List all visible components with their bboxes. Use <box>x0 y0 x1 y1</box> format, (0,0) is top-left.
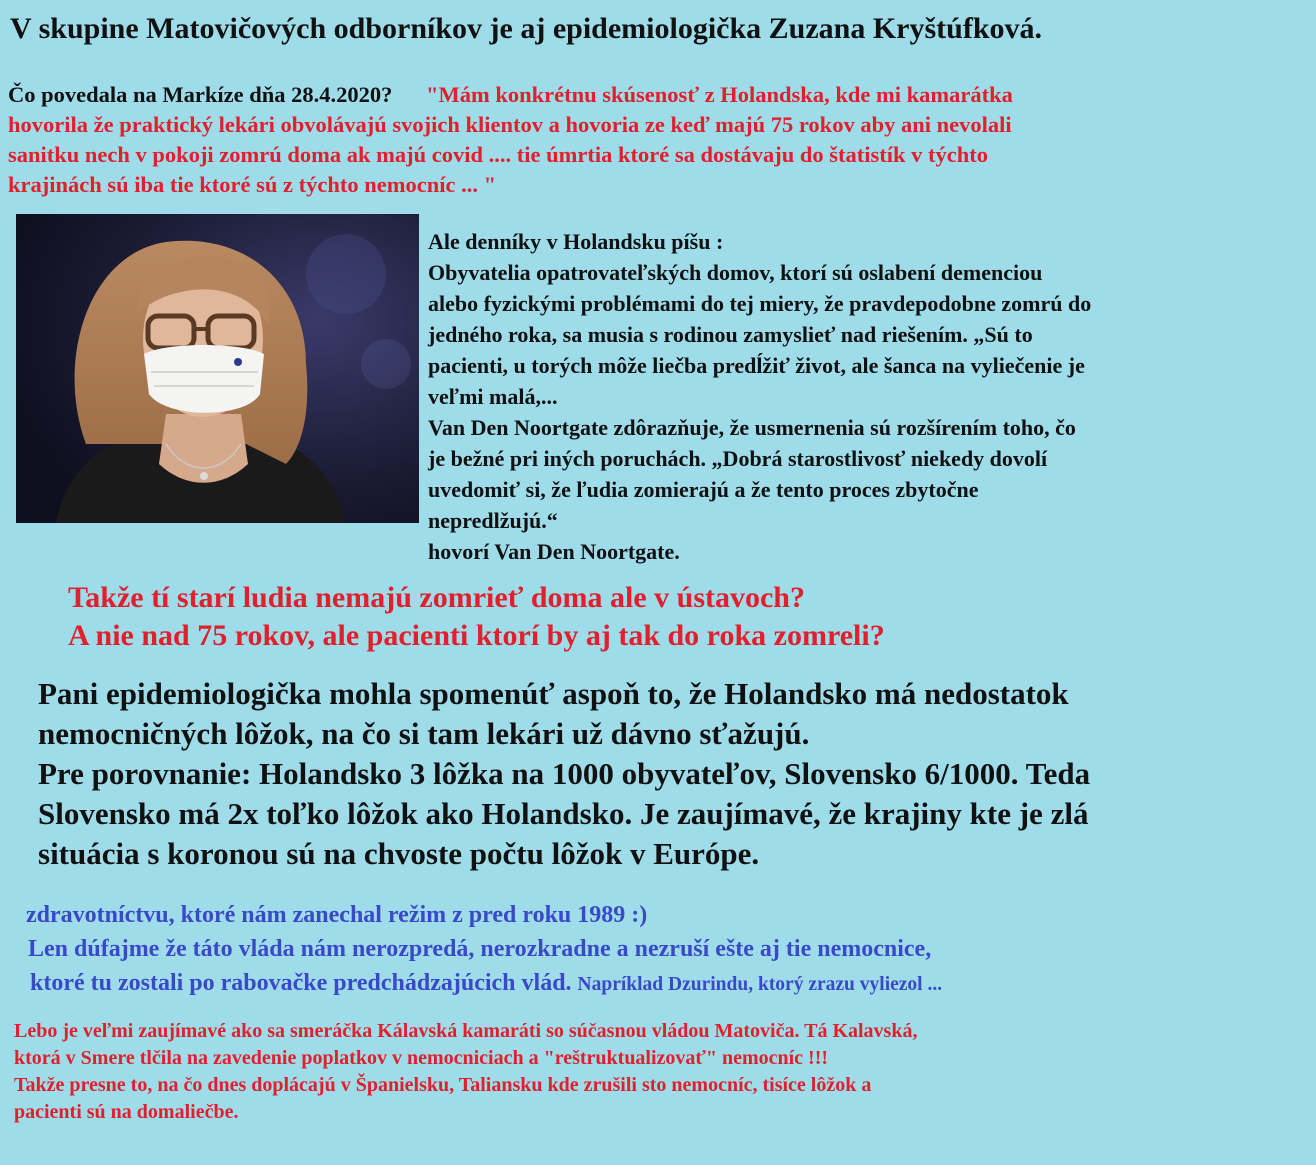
text-line: pacienti, u torých môže liečba predĺžiť život, ale šanca na vyliečenie je <box>428 353 1085 378</box>
text-line: hovorí Van Den Noortgate. <box>428 539 680 564</box>
text-line: uvedomiť si, že ľudia zomierajú a že tento proces zbytočne <box>428 477 979 502</box>
text-line: alebo fyzickými problémami do tej miery, že pravdepodobne zomrú do <box>428 291 1092 316</box>
text-line: Pre porovnanie: Holandsko 3 lôžka na 1000 obyvateľov, Slovensko 6/1000. Teda <box>38 756 1091 791</box>
quote-line: "Mám konkrétnu skúsenosť z Holandska, kde mi kamarátka <box>426 82 1013 107</box>
text-line: Len dúfajme že táto vláda nám nerozpredá, nerozkradne a nezruší ešte aj tie nemocnice, <box>28 936 932 962</box>
text-line: Pani epidemiologička mohla spomenúť aspoň to, že Holandsko má nedostatok <box>38 676 1069 711</box>
text-line: pacienti sú na domaliečbe. <box>14 1101 239 1123</box>
rhetorical-questions <box>68 579 885 655</box>
quote-line: hovorila že praktický lekári obvolávajú svojich klientov a hovoria ze keď majú 75 rokov aby ani nevolali <box>8 112 1012 137</box>
text-line: Obyvatelia opatrovateľských domov, ktorí sú oslabení demenciou <box>428 260 1043 285</box>
intro-question: Čo povedala na Markíze dňa 28.4.2020? <box>8 82 393 107</box>
page-title: V skupine Matovičových odborníkov je aj epidemiologička Zuzana Kryštúfková. <box>10 12 1043 45</box>
question-line: Takže tí starí ludia nemajú zomrieť doma ale v ústavoch? <box>68 581 805 614</box>
woman-with-face-mask-photo <box>16 214 419 523</box>
text-line: jedného roka, sa musia s rodinou zamyslieť nad riešením. „Sú to <box>428 322 1033 347</box>
quote-line: sanitku nech v pokoji zomrú doma ak majú covid .... tie úmrtia ktoré sa dostávaju do štatistík v týchto <box>8 142 989 167</box>
text-line: Lebo je veľmi zaujímavé ako sa smeráčka Kálavská kamaráti so súčasnou vládou Matoviča. Tá Kalavská, <box>14 1020 918 1042</box>
text-line: veľmi malá,... <box>428 384 558 409</box>
quote-line: krajinách sú iba tie ktoré sú z týchto nemocníc ... " <box>8 172 497 197</box>
text-line: Takže presne to, na čo dnes doplácajú v Španielsku, Taliansku kde zrušili sto nemocníc, tisíce lôžok a <box>14 1074 872 1096</box>
text-line: Ale denníky v Holandsku píšu : <box>428 229 724 254</box>
woman-with-mask-photo <box>16 214 419 523</box>
hospital-beds-paragraph <box>38 674 1090 874</box>
text-line-small: Napríklad Dzurindu, ktorý zrazu vyliezol ... <box>577 974 943 995</box>
healthcare-paragraph <box>26 898 942 1002</box>
dutch-newspapers-text <box>428 226 1091 567</box>
question-line: A nie nad 75 rokov, ale pacienti ktorí by aj tak do roka zomreli? <box>68 619 885 652</box>
text-line: nemocničných lôžok, na čo si tam lekári už dávno sťažujú. <box>38 716 810 751</box>
intro-paragraph <box>8 80 1013 200</box>
text-line: Slovensko má 2x toľko lôžok ako Holandsko. Je zaujímavé, že krajiny kte je zlá <box>38 796 1089 831</box>
kalavska-paragraph <box>14 1018 917 1126</box>
text-line: zdravotníctvu, ktoré nám zanechal režim z pred roku 1989 :) <box>26 902 648 928</box>
text-line: nepredlžujú.“ <box>428 508 558 533</box>
text-line: je bežné pri iných poruchách. „Dobrá starostlivosť niekedy dovolí <box>428 446 1048 471</box>
text-line: ktoré tu zostali po rabovačke predchádzajúcich vlád. <box>30 970 572 996</box>
text-line: ktorá v Smere tlčila na zavedenie poplatkov v nemocniciach a "reštruktualizovať" nemocníc !!! <box>14 1047 829 1069</box>
text-line: situácia s koronou sú na chvoste počtu lôžok v Európe. <box>38 836 760 871</box>
text-line: Van Den Noortgate zdôrazňuje, že usmernenia sú rozšírením toho, čo <box>428 415 1076 440</box>
